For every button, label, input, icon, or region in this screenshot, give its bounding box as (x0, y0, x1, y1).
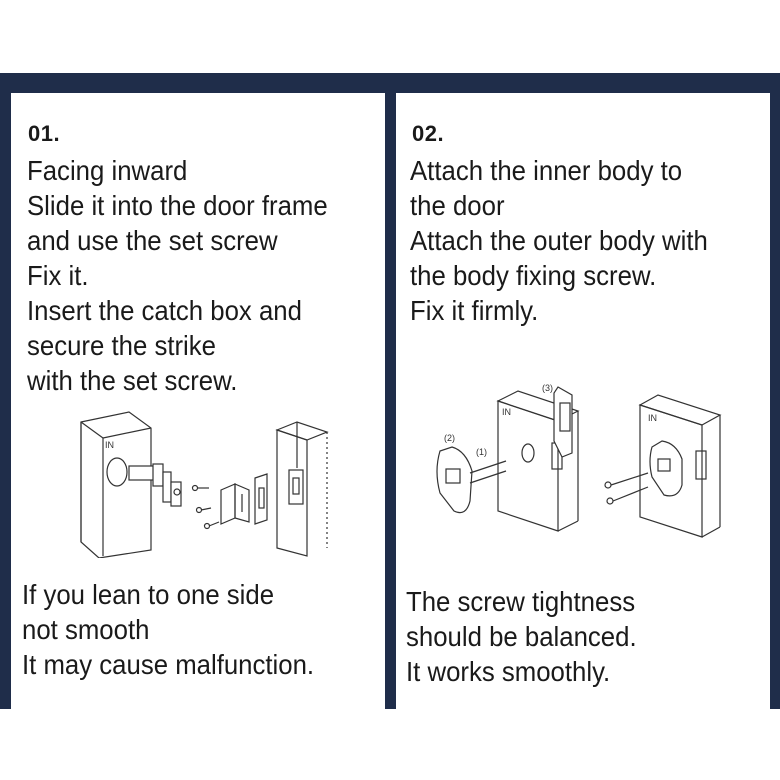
step-2-number: 02. (412, 121, 445, 146)
step-2-note (406, 584, 637, 689)
latch-installation-drawing (59, 408, 359, 558)
step-2-note-line: It works smoothly. (406, 656, 611, 687)
part-2-label: (2) (444, 433, 455, 443)
step-2-note-line: The screw tightness (406, 586, 636, 617)
step-2-instructions (410, 153, 708, 328)
step-2-panel (396, 93, 770, 709)
step-1-line: and use the set screw (27, 225, 278, 256)
step-1-number: 01. (28, 121, 61, 146)
step-1-note-line: It may cause malfunction. (22, 649, 315, 680)
step-2-line: the door (410, 190, 505, 221)
door-a-in-label: IN (502, 407, 511, 417)
body-mounting-drawing (426, 381, 756, 541)
step-2-line: Attach the inner body to (410, 155, 683, 186)
door-b-in-label: IN (648, 413, 657, 423)
body-mounting-diagram (426, 381, 756, 541)
step-1-panel (11, 93, 385, 709)
step-1-line: Insert the catch box and (27, 295, 302, 326)
door-in-label: IN (105, 440, 114, 450)
step-1-instructions (27, 153, 328, 398)
step-1-line: Facing inward (27, 155, 188, 186)
step-2-line: the body fixing screw. (410, 260, 657, 291)
part-1-label: (1) (476, 447, 487, 457)
step-1-line: with the set screw. (27, 365, 238, 396)
step-2-note-line: should be balanced. (406, 621, 637, 652)
step-1-line: secure the strike (27, 330, 216, 361)
part-3-label: (3) (542, 383, 553, 393)
latch-installation-diagram (59, 408, 359, 558)
step-1-note-line: not smooth (22, 614, 150, 645)
step-1-line: Slide it into the door frame (27, 190, 328, 221)
step-1-line: Fix it. (27, 260, 89, 291)
step-2-line: Fix it firmly. (410, 295, 539, 326)
step-1-note-line: If you lean to one side (22, 579, 275, 610)
step-2-line: Attach the outer body with (410, 225, 708, 256)
step-1-note (22, 577, 314, 682)
